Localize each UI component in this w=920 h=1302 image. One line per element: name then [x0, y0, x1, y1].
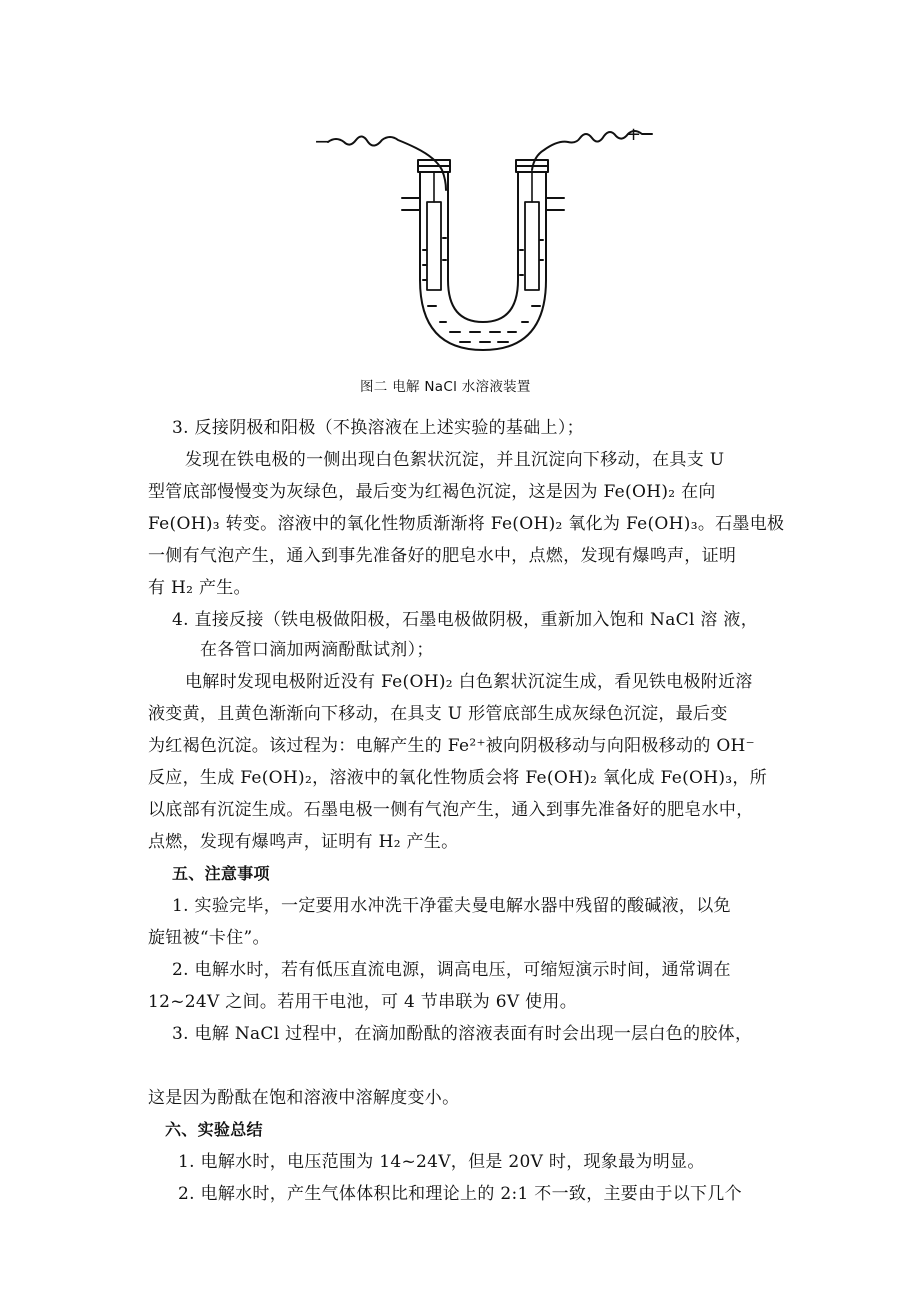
- paragraph-line: 型管底部慢慢变为灰绿色，最后变为红褐色沉淀，这是因为 Fe(OH)₂ 在向: [148, 482, 716, 502]
- plus-label: +: [626, 124, 642, 145]
- paragraph-line: 电解时发现电极附近没有 Fe(OH)₂ 白色絮状沉淀生成，看见铁电极附近溶: [185, 672, 753, 692]
- minus-label: −: [314, 129, 331, 153]
- list-item: 1. 实验完毕，一定要用水冲洗干净霍夫曼电解水器中残留的酸碱液，以免: [172, 896, 731, 916]
- list-item: 2. 电解水时，若有低压直流电源，调高电压，可缩短演示时间，通常调在: [172, 960, 731, 980]
- u-tube-apparatus-figure: [300, 110, 660, 370]
- right-side-arm: [546, 198, 564, 210]
- list-item-continuation: 这是因为酚酞在饱和溶液中溶解度变小。: [148, 1088, 460, 1108]
- section-heading: 五、注意事项: [172, 864, 270, 883]
- u-tube-inner: [448, 172, 518, 322]
- list-item-continuation: 旋钮被“卡住”。: [148, 928, 270, 948]
- list-item: 2. 电解水时，产生气体体积比和理论上的 2:1 不一致，主要由于以下几个: [178, 1184, 742, 1204]
- list-item-continuation: 在各管口滴加两滴酚酞试剂）；: [200, 640, 434, 660]
- figure-caption: 图二 电解 NaCl 水溶液装置: [360, 379, 531, 395]
- list-item: 4. 直接反接（铁电极做阳极，石墨电极做阴极，重新加入饱和 NaCl 溶 液，: [172, 610, 758, 630]
- list-item: 3. 电解 NaCl 过程中，在滴加酚酞的溶液表面有时会出现一层白色的胶体，: [172, 1024, 753, 1044]
- u-tube-outer: [420, 172, 546, 350]
- left-wire: [328, 136, 446, 190]
- paragraph-line: 一侧有气泡产生，通入到事先准备好的肥皂水中，点燃，发现有爆鸣声，证明: [148, 546, 737, 566]
- paragraph-line: 点燃，发现有爆鸣声，证明有 H₂ 产生。: [148, 832, 459, 852]
- list-item-continuation: 12~24V 之间。若用干电池，可 4 节串联为 6V 使用。: [148, 992, 578, 1012]
- paragraph-line: 为红褐色沉淀。该过程为：电解产生的 Fe²⁺被向阴极移动与向阳极移动的 OH⁻: [148, 736, 755, 756]
- section-heading: 六、实验总结: [165, 1120, 263, 1139]
- paragraph-line: 反应，生成 Fe(OH)₂，溶液中的氧化性物质会将 Fe(OH)₂ 氧化成 Fe(OH)₃，所: [148, 768, 768, 788]
- paragraph-line: 以底部有沉淀生成。石墨电极一侧有气泡产生，通入到事先准备好的肥皂水中，: [148, 800, 754, 820]
- list-item: 1. 电解水时，电压范围为 14~24V，但是 20V 时，现象最为明显。: [178, 1152, 705, 1172]
- list-item: 3. 反接阴极和阳极（不换溶液在上述实验的基础上）；: [172, 418, 584, 438]
- right-electrode: [525, 202, 539, 290]
- left-side-arm: [402, 198, 420, 210]
- paragraph-line: 有 H₂ 产生。: [148, 578, 251, 598]
- left-electrode: [427, 202, 441, 290]
- paragraph-line: Fe(OH)₃ 转变。溶液中的氧化性物质渐渐将 Fe(OH)₂ 氧化为 Fe(OH)₃。石墨电极: [148, 514, 785, 534]
- paragraph-line: 发现在铁电极的一侧出现白色絮状沉淀，并且沉淀向下移动，在具支 U: [185, 450, 725, 470]
- paragraph-line: 液变黄，且黄色渐渐向下移动，在具支 U 形管底部生成灰绿色沉淀，最后变: [148, 704, 728, 724]
